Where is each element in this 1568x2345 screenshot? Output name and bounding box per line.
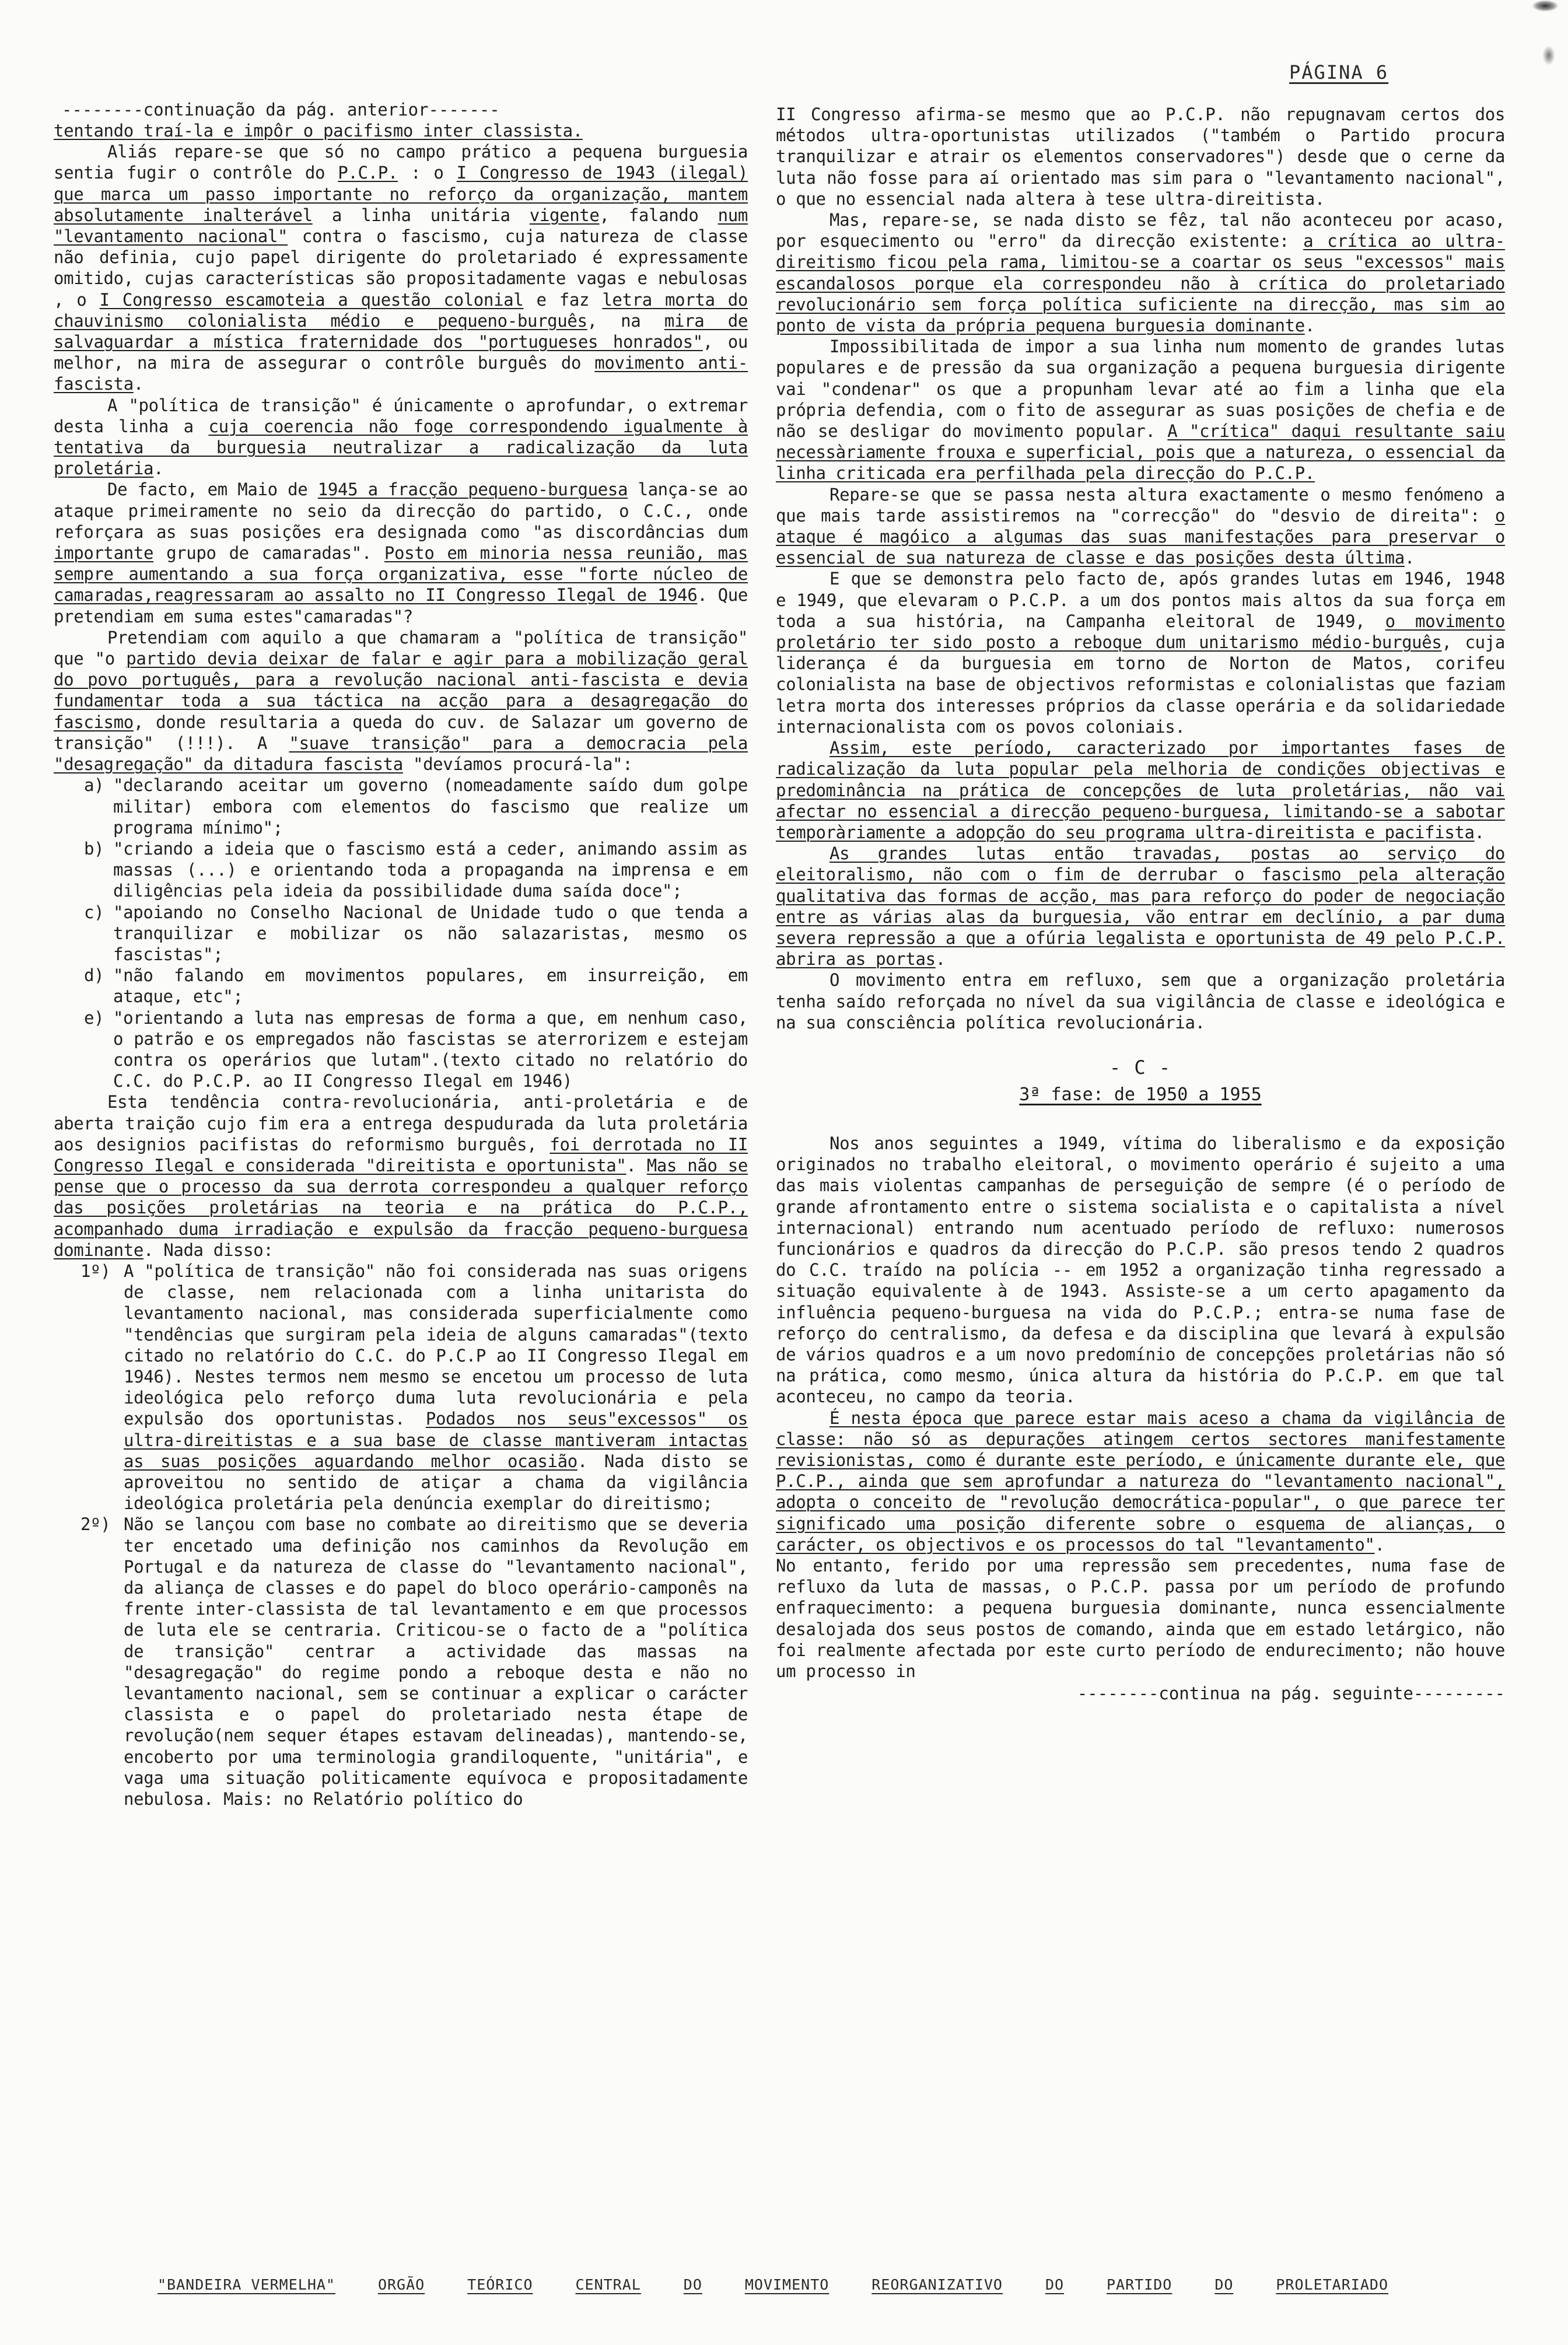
footer-word: REORGANIZATIVO [872,2276,1003,2293]
paragraph: Assim, este período, caracterizado por importantes fases de radicalização da luta popular pela melhoria de condições objectivas e predominância na prática de concepções de luta proletárias, não vai afectar no essencial a direcção pequeno-burguesa, limitando-se a sabotar temporàriamente a adopção do seu programa ultra-direitista e pacifista. [776,738,1505,842]
paragraph: Esta tendência contra-revolucionária, anti-proletária e de aberta traição cujo fim era a entrega despudurada da luta proletária aos designios pacifistas do reformismo burguês, foi derrotada no II Congresso Ilegal e considerada "direitista e oportunista". Mas não se pense que o processo da sua derrota correspondeu a qualquer reforço das posições proletárias na teoria e na prática do P.C.P., acompanhado duma irradiação e expulsão da fracção pequeno-burguesa dominante. Nada disso: [54,1092,748,1260]
footer-word: MOVIMENTO [744,2276,830,2293]
section-letter: - C - [1109,1056,1172,1079]
continuation-from-previous: --------continuação da pág. anterior------- [62,100,500,120]
paragraph: As grandes lutas então travadas, postas ao serviço do eleitoralismo, não com o fim de derrubar o fascismo pela alteração qualitativa das formas de acção, mas para reforço do poder de negociação entre as várias alas da burguesia, vão entrar em declínio, a par duma severa repressão a que a ofúria legalista e oportunista de 49 pelo P.C.P. abrira as portas. [776,844,1505,970]
section-title: 3ª fase: de 1950 a 1955 [1019,1084,1262,1105]
list-item: 2º) Não se lançou com base no combate ao direitismo que se deveria ter encetado uma definição nos caminhos da Revolução em Portugal e da natureza de classe do "levantamento nacional", da aliança de classes e do papel do bloco operário-camponês na frente inter-classista de tal levantamento e em que processos de luta ele se centraria. Criticou-se o facto de a "política de transição" centrar a actividade das massas na "desagregação" do regime pondo a reboque desta e não no levantamento nacional, sem se continuar a explicar o carácter classista e o papel do proletariado nesta étape de revolução(nem sequer étapes estavam delineadas), mantendo-se, encoberto por uma terminologia grandiloquente, "unitária", e vaga uma situação politicamente equívoca e propositadamente nebulosa. Mais: no Relatório político do [80,1514,748,1810]
paragraph: Aliás repare-se que só no campo prático a pequena burguesia sentia fugir o contrôle do P.C.P. : o I Congresso de 1943 (ilegal) que marca um passo importante no reforço da organização, mantem absolutamente inalterável a linha unitária vigente, falando num "levantamento nacional" contra o fascismo, cuja natureza de classe não definia, cujo papel dirigente do proletariado é expressamente omitido, cujas características são propositadamente vagas e nebulosas , o I Congresso escamoteia a questão colonial e faz letra morta do chauvinismo colonialista médio e pequeno-burguês, na mira de salvaguardar a mística fraternidade dos "portugueses honrados", ou melhor, na mira de assegurar o contrôle burguês do movimento anti-fascista. [54,142,748,394]
list-item: c) "apoiando no Conselho Nacional de Unidade tudo o que tenda a tranquilizar e mobilizar os não salazaristas, mesmo os fascistas"; [84,902,748,964]
paragraph: tentando traí-la e impôr o pacifismo inter classista. [54,121,583,141]
ink-smudge [1532,0,1559,12]
footer-word: "BANDEIRA VERMELHA" [158,2276,335,2293]
paragraph: Mas, repare-se, se nada disto se fêz, tal não aconteceu por acaso, por esquecimento ou "erro" da direcção existente: a crítica ao ultra-direitismo ficou pela rama, limitou-se a coartar os seus "excessos" mais escandalosos porque ela correspondeu não à crítica do proletariado revolucionário sem força política suficiente na direcção, mas sim ao ponto de vista da própria pequena burguesia dominante. [776,210,1505,336]
footer-word: TEÓRICO [467,2276,533,2293]
paragraph: Nos anos seguintes a 1949, vítima do liberalismo e da exposição originados no trabalho eleitoral, o movimento operário é sujeito a uma das mais violentas campanhas de perseguição de sempre (é o período de grande afrontamento entre o sistema socialista e o capitalista a nível internacional) entrando num acentuado período de refluxo: numerosos funcionários e quadros da direcção do P.C.P. são presos tendo 2 quadros do C.C. traído na polícia -- em 1952 a organização tinha regressado a situação equivalente à de 1943. Assiste-se a um certo apagamento da influência pequeno-burguesa na vida do P.C.P.; entra-se numa fase de reforço do centralismo, da defesa e da disciplina que levará à expulsão de vários quadros e a um novo predomínio de concepções proletárias não só na prática, como mesmo, única altura da história do P.C.P. em que tal aconteceu, no campo da teoria. [776,1133,1505,1407]
paragraph: De facto, em Maio de 1945 a fracção pequeno-burguesa lança-se ao ataque primeiramente no seio da direcção do partido, o C.C., onde reforçara as suas posições era designada como "as discordâncias dum importante grupo de camaradas". Posto em minoria nessa reunião, mas sempre aumentando a sua força organizativa, esse "forte núcleo de camaradas,reagressaram ao assalto no II Congresso Ilegal de 1946. Que pretendiam em suma estes"camaradas"? [54,480,748,626]
right-column [776,104,1505,1704]
left-column [54,99,748,1810]
footer-masthead [158,2276,1388,2293]
footer-word: PROLETARIADO [1276,2276,1388,2293]
numbered-list [80,1261,748,1810]
paragraph: Repare-se que se passa nesta altura exactamente o mesmo fenómeno a que mais tarde assistiremos na "correcção" do "desvio de direita": o ataque é magóico a algumas das suas manifestações para preservar o essencial de sua natureza de classe e das posições desta última. [776,484,1505,568]
paragraph: II Congresso afirma-se mesmo que ao P.C.P. não repugnavam certos dos métodos ultra-oportunistas utilizados ("também o Partido procura tranquilizar e atrair os elementos conservadores") desde que o cerne da luta não fosse para aí orientado mas sim para o "levantamento nacional", o que no essencial nada altera à tese ultra-direitista. [776,104,1505,209]
footer-word: DO [1214,2276,1234,2293]
footer-word: CENTRAL [575,2276,641,2293]
continuation-to-next: --------continua na pág. seguinte--------- [1077,1684,1505,1704]
footer-word: ORGÃO [377,2276,425,2293]
footer-word: DO [1045,2276,1065,2293]
paragraph: O movimento entra em refluxo, sem que a organização proletária tenha saído reforçada no nível da sua vigilância de classe e ideológica e na sua consciência política revolucionária. [776,970,1505,1032]
paragraph: A "política de transição" é únicamente o aprofundar, o extremar desta linha a cuja coerencia não foge correspondendo igualmente à tentativa da burguesia neutralizar a radicalização da luta proletária. [54,395,748,479]
lettered-list [84,775,748,1091]
page-number: PÁGINA 6 [1289,61,1389,83]
list-item: 1º) A "política de transição" não foi considerada nas suas origens de classe, nem relacionada com a linha unitarista do levantamento nacional, mas considerada superficialmente como "tendências que surgiram pela ideia de alguns camaradas"(texto citado no relatório do C.C. do P.C.P ao II Congresso Ilegal em 1946). Nestes termos nem mesmo se encetou um processo de luta ideológica pelo reforço duma luta revolucionária e pela expulsão dos oportunistas. Podados nos seus"excessos" os ultra-direitistas e a sua base de classe mantiveram intactas as suas posições aguardando melhor ocasião. Nada disto se aproveitou no sentido de atiçar a chama da vigilância ideológica proletária pela denúncia exemplar do direitismo; [80,1261,748,1514]
list-item: a) "declarando aceitar um governo (nomeadamente saído dum golpe militar) embora com elementos do fascismo que realize um programa mínimo"; [84,775,748,838]
list-item: e) "orientando a luta nas empresas de forma a que, em nenhum caso, o patrão e os empregados não fascistas se aterrorizem e estejam contra os operários que lutam".(texto citado no relatório do C.C. do P.C.P. ao II Congresso Ilegal em 1946) [84,1007,748,1091]
paragraph: Pretendiam com aquilo a que chamaram a "política de transição" que "o partido devia deixar de falar e agir para a mobilização geral do povo português, para a revolução nacional anti-fascista e devia fundamentar toda a sua táctica na acção para a desagregação do fascismo, donde resultaria a queda do cuv. de Salazar um governo de transição" (!!!). A "suave transição" para a democracia pela "desagregação" da ditadura fascista "devíamos procurá-la": [54,627,748,775]
ink-smudge [1542,46,1555,65]
paragraph: É nesta época que parece estar mais aceso a chama da vigilância de classe: não só as depurações atingem certos sectores manifestamente revisionistas, como é durante este período, e únicamente durante ele, que P.C.P., ainda que sem aprofundar a natureza do "levantamento nacional", adopta o conceito de "revolução democrática-popular", o que parece ter significado uma posição diferente sobre o esquema de alianças, o carácter, os objectivos e os processos do tal "levantamento". [776,1408,1505,1555]
list-item: d) "não falando em movimentos populares, em insurreição, em ataque, etc"; [84,965,748,1007]
footer-word: DO [683,2276,702,2293]
paragraph: No entanto, ferido por uma repressão sem precedentes, numa fase de refluxo da luta de massas, o P.C.P. passa por um período de profundo enfraquecimento: a pequena burguesia dominante, nunca essencialmente desalojada dos seus postos de comando, ainda que em estado letárgico, não foi realmente afectada por este curto período de endurecimento; não houve um processo in [776,1556,1505,1682]
footer-word: PARTIDO [1107,2276,1172,2293]
paragraph: Impossibilitada de impor a sua linha num momento de grandes lutas populares e de pressão da sua organização a pequena burguesia dirigente vai "condenar" os que a propunham levar até ao fim a linha que ela própria defendia, com o fito de assegurar as suas posições de chefia e de não se desligar do movimento popular. A "crítica" daqui resultante saiu necessàriamente frouxa e superficial, pois que a natureza, o essencial da linha criticada era perfilhada pela direcção do P.C.P. [776,337,1505,484]
list-item: b) "criando a ideia que o fascismo está a ceder, animando assim as massas (...) e orientando toda a propaganda na imprensa e em diligências pela ideia da possibilidade duma saída doce"; [84,838,748,901]
paragraph: E que se demonstra pelo facto de, após grandes lutas em 1946, 1948 e 1949, que elevaram o P.C.P. a um dos pontos mais altos da sua força em toda a sua história, na Campanha eleitoral de 1949, o movimento proletário ter sido posto a reboque dum unitarismo médio-burguês, cuja liderança é da burguesia em torno de Norton de Matos, corifeu colonialista na base de objectivos reformistas e colonialistas que faziam letra morta dos interesses próprios da classe operária e da solidariedade internacionalista com os povos coloniais. [776,569,1505,737]
